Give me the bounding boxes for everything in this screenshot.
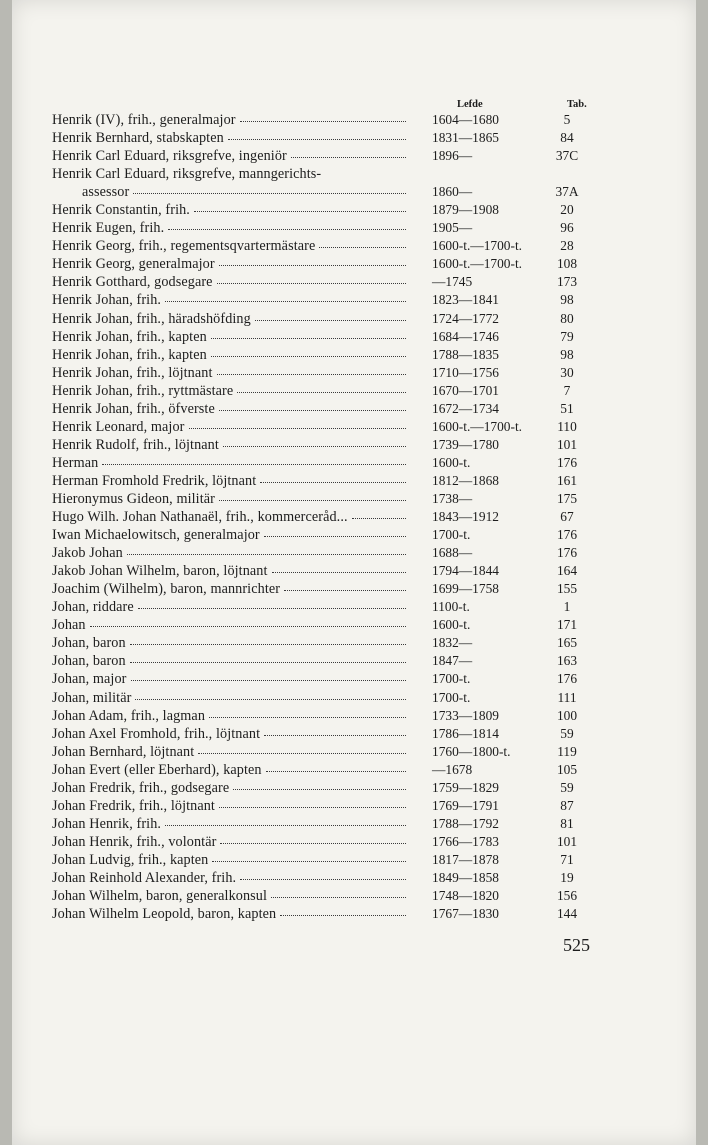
index-entry-row xyxy=(52,472,612,490)
entry-years: 1699—1758 xyxy=(432,581,499,597)
index-entry-row xyxy=(52,887,612,905)
index-entry-row xyxy=(52,490,612,508)
index-entry-row xyxy=(52,851,612,869)
index-entry-row xyxy=(52,526,612,544)
entry-tab: 119 xyxy=(557,743,577,759)
index-entry-row xyxy=(52,111,612,129)
entry-years: 1700-t. xyxy=(432,671,471,687)
index-entry-row xyxy=(52,761,612,779)
entry-tab: 171 xyxy=(556,617,578,633)
entry-tab: 173 xyxy=(556,274,578,290)
entry-name: Joachim (Wilhelm), baron, mannrichter xyxy=(52,581,281,598)
dot-leader xyxy=(272,561,406,573)
dot-leader xyxy=(237,381,406,393)
entry-tab: 79 xyxy=(560,328,574,344)
index-entry-row xyxy=(52,634,612,652)
index-entry-row xyxy=(52,707,612,725)
entry-name-wrap xyxy=(52,725,412,743)
entry-years: 1905— xyxy=(432,220,473,236)
entry-name-wrap xyxy=(52,436,412,454)
dot-leader xyxy=(165,814,406,826)
dot-leader xyxy=(217,363,406,375)
index-entry-row xyxy=(52,237,612,255)
entry-name-wrap xyxy=(52,400,412,418)
dot-leader xyxy=(198,742,406,754)
entry-name-wrap xyxy=(52,743,412,761)
dot-leader xyxy=(233,778,406,790)
dot-leader xyxy=(165,290,406,302)
index-entry-row xyxy=(52,436,612,454)
entry-years: 1766—1783 xyxy=(432,833,499,849)
entry-years: 1684—1746 xyxy=(432,328,499,344)
index-entry-row xyxy=(52,418,612,436)
entry-years: 1688— xyxy=(432,545,473,561)
entry-name: Johan Evert (eller Eberhard), kapten xyxy=(52,761,262,778)
index-entry-row xyxy=(52,652,612,670)
entry-name: Henrik Georg, frih., regementsqvartermästare xyxy=(52,238,316,255)
entry-tab: 100 xyxy=(556,707,578,723)
book-page xyxy=(12,0,696,1145)
entry-years: 1812—1868 xyxy=(432,472,499,488)
entry-years: 1843—1912 xyxy=(432,509,499,525)
entry-years: 1767—1830 xyxy=(432,906,499,922)
entry-name: assessor xyxy=(82,184,130,201)
entry-name-wrap xyxy=(52,111,412,129)
entry-name: Johan Henrik, frih. xyxy=(52,815,162,832)
entry-tab: 20 xyxy=(560,202,574,218)
index-entry-row xyxy=(52,454,612,472)
entry-tab: 37A xyxy=(555,184,579,200)
index-entry-row xyxy=(52,779,612,797)
dot-leader xyxy=(255,309,406,321)
entry-tab: 176 xyxy=(556,527,578,543)
index-entries xyxy=(52,111,612,923)
entry-tab: 176 xyxy=(556,545,578,561)
entry-tab: 67 xyxy=(560,509,574,525)
index-entry-row xyxy=(52,129,612,147)
entry-name-wrap xyxy=(52,273,412,291)
entry-name-wrap xyxy=(52,255,412,273)
entry-tab: 19 xyxy=(560,869,574,885)
entry-tab: 7 xyxy=(563,382,571,398)
entry-name-wrap xyxy=(52,689,412,707)
entry-name-wrap xyxy=(52,797,412,815)
dot-leader xyxy=(284,579,406,591)
entry-name-wrap xyxy=(52,761,412,779)
entry-name: Henrik Johan, frih., öfverste xyxy=(52,400,215,417)
dot-leader xyxy=(211,327,406,339)
entry-tab: 98 xyxy=(560,346,574,362)
entry-years: 1847— xyxy=(432,653,473,669)
entry-tab: 51 xyxy=(560,400,574,416)
entry-years: 1832— xyxy=(432,635,473,651)
entry-name-wrap xyxy=(52,598,412,616)
dot-leader xyxy=(219,399,406,411)
entry-years: 1100-t. xyxy=(432,599,470,615)
index-entry-row xyxy=(52,833,612,851)
entry-name-wrap xyxy=(52,364,412,382)
entry-name: Hugo Wilh. Johan Nathanaël, frih., kommerceråd... xyxy=(52,509,348,526)
entry-tab: 30 xyxy=(560,364,574,380)
column-header-lefde: Lefde xyxy=(457,99,483,110)
entry-name-wrap xyxy=(52,869,412,887)
dot-leader xyxy=(102,453,406,465)
entry-name: Henrik (IV), frih., generalmajor xyxy=(52,112,236,128)
entry-years: 1849—1858 xyxy=(432,869,499,885)
entry-name: Hieronymus Gideon, militär xyxy=(52,490,215,507)
dot-leader xyxy=(217,272,406,284)
dot-leader xyxy=(223,435,406,447)
entry-name-wrap xyxy=(52,490,412,508)
entry-years: 1759—1829 xyxy=(432,779,499,795)
index-entry-row xyxy=(52,544,612,562)
entry-name: Johan Fredrik, frih., löjtnant xyxy=(52,797,215,814)
entry-years: 1794—1844 xyxy=(432,563,499,579)
entry-tab: 81 xyxy=(560,815,574,831)
dot-leader xyxy=(266,760,406,772)
entry-name: Henrik Johan, frih., kapten xyxy=(52,328,207,345)
entry-name: Johan Adam, frih., lagman xyxy=(52,707,206,724)
entry-name-wrap xyxy=(52,201,412,219)
entry-name-wrap xyxy=(52,454,412,472)
entry-tab: 155 xyxy=(556,581,578,597)
dot-leader xyxy=(189,417,407,429)
entry-years: 1710—1756 xyxy=(432,364,499,380)
entry-name-wrap xyxy=(52,328,412,346)
entry-name-wrap xyxy=(52,851,412,869)
index-entry-row xyxy=(52,580,612,598)
entry-name-wrap xyxy=(52,346,412,364)
index-entry-row xyxy=(52,508,612,526)
index-entry-row xyxy=(52,689,612,707)
entry-name-wrap xyxy=(52,147,412,165)
entry-name: Henrik Georg, generalmajor xyxy=(52,256,215,273)
entry-tab: 165 xyxy=(556,635,578,651)
entry-tab: 5 xyxy=(563,112,571,127)
dot-leader xyxy=(212,850,406,862)
entry-name: Henrik Carl Eduard, riksgrefve, ingeniör xyxy=(52,148,287,165)
entry-name: Henrik Eugen, frih. xyxy=(52,220,165,237)
entry-name: Johan, baron xyxy=(52,653,126,670)
entry-tab: 164 xyxy=(556,563,578,579)
entry-name: Johan Axel Fromhold, frih., löjtnant xyxy=(52,725,261,742)
entry-tab: 108 xyxy=(556,256,578,272)
entry-name: Herman xyxy=(52,454,99,471)
dot-leader xyxy=(219,489,406,501)
entry-name-wrap xyxy=(52,833,412,851)
entry-years: 1733—1809 xyxy=(432,707,499,723)
dot-leader xyxy=(264,724,406,736)
dot-leader xyxy=(228,128,406,140)
entry-tab: 110 xyxy=(557,418,577,434)
entry-name: Henrik Johan, frih. xyxy=(52,292,162,309)
entry-name: Johan Reinhold Alexander, frih. xyxy=(52,869,237,886)
entry-years: 1738— xyxy=(432,490,473,506)
entry-years: —1678 xyxy=(432,761,473,777)
dot-leader xyxy=(90,615,406,627)
entry-name-wrap xyxy=(52,580,412,598)
entry-name-wrap xyxy=(52,237,412,255)
index-entry-row xyxy=(52,725,612,743)
entry-name: Johan Ludvig, frih., kapten xyxy=(52,851,209,868)
entry-tab: 101 xyxy=(556,833,578,849)
entry-name: Henrik Gotthard, godsegare xyxy=(52,274,213,291)
entry-name-wrap xyxy=(52,887,412,905)
entry-tab: 98 xyxy=(560,292,574,308)
dot-leader xyxy=(352,507,406,519)
entry-years: 1700-t. xyxy=(432,689,471,705)
entry-name: Henrik Bernhard, stabskapten xyxy=(52,130,224,147)
dot-leader xyxy=(271,886,406,898)
entry-years: 1748—1820 xyxy=(432,888,499,904)
index-entry-row xyxy=(52,743,612,761)
entry-name: Henrik Carl Eduard, riksgrefve, manngerichts- xyxy=(52,166,322,183)
entry-name: Johan, baron xyxy=(52,635,126,652)
entry-years: 1739—1780 xyxy=(432,436,499,452)
index-entry-row xyxy=(52,364,612,382)
entry-years: 1817—1878 xyxy=(432,851,499,867)
dot-leader xyxy=(135,688,406,700)
dot-leader xyxy=(209,706,406,718)
entry-name-wrap xyxy=(52,291,412,309)
entry-name-wrap xyxy=(52,815,412,833)
entry-name-wrap xyxy=(52,472,412,490)
index-entry-row xyxy=(52,310,612,328)
entry-name-wrap xyxy=(52,544,412,562)
entry-tab: 161 xyxy=(556,472,578,488)
entry-name-wrap xyxy=(52,905,412,923)
entry-tab: 176 xyxy=(556,671,578,687)
entry-name: Henrik Johan, frih., löjtnant xyxy=(52,364,213,381)
entry-tab: 28 xyxy=(560,238,574,254)
entry-name: Johan Wilhelm Leopold, baron, kapten xyxy=(52,906,277,923)
entry-name: Henrik Johan, frih., ryttmästare xyxy=(52,382,234,399)
entry-years: 1896— xyxy=(432,148,473,164)
entry-years: 1670—1701 xyxy=(432,382,499,398)
dot-leader xyxy=(260,471,406,483)
entry-years: 1724—1772 xyxy=(432,310,499,326)
entry-name-wrap xyxy=(52,616,412,634)
entry-years: 1879—1908 xyxy=(432,202,499,218)
entry-years: 1600-t.—1700-t. xyxy=(432,418,523,434)
entry-years: 1788—1835 xyxy=(432,346,499,362)
entry-name-wrap xyxy=(52,219,412,237)
index-entry-row xyxy=(52,201,612,219)
index-entry-row xyxy=(52,346,612,364)
dot-leader xyxy=(133,182,406,194)
index-entry-row xyxy=(52,165,612,183)
entry-tab: 163 xyxy=(556,653,578,669)
dot-leader xyxy=(130,651,406,663)
entry-name: Johan Fredrik, frih., godsegare xyxy=(52,779,230,796)
dot-leader xyxy=(240,868,406,880)
entry-name: Herman Fromhold Fredrik, löjtnant xyxy=(52,472,257,489)
index-entry-row xyxy=(52,273,612,291)
entry-years: 1600-t.—1700-t. xyxy=(432,256,523,272)
dot-leader xyxy=(280,904,406,916)
entry-name: Johan Wilhelm, baron, generalkonsul xyxy=(52,888,268,905)
index-entry-row xyxy=(52,147,612,165)
entry-years: 1786—1814 xyxy=(432,725,499,741)
entry-tab: 59 xyxy=(560,779,574,795)
entry-name-wrap xyxy=(52,129,412,147)
entry-tab: 111 xyxy=(557,689,577,705)
dot-leader xyxy=(291,146,406,158)
entry-name: Johan xyxy=(52,617,86,634)
index-entry-row xyxy=(52,670,612,688)
entry-name: Johan, riddare xyxy=(52,599,134,616)
dot-leader xyxy=(220,832,406,844)
entry-name-wrap xyxy=(52,382,412,400)
dot-leader xyxy=(264,525,406,537)
entry-tab: 59 xyxy=(560,725,574,741)
dot-leader xyxy=(219,254,406,266)
entry-name-wrap xyxy=(52,526,412,544)
entry-name: Iwan Michaelowitsch, generalmajor xyxy=(52,527,260,544)
entry-tab: 87 xyxy=(560,797,574,813)
index-entry-row xyxy=(52,382,612,400)
entry-name-wrap xyxy=(52,652,412,670)
dot-leader xyxy=(240,110,406,122)
entry-years: 1700-t. xyxy=(432,527,471,543)
index-entry-row xyxy=(52,183,612,201)
entry-name-wrap xyxy=(52,634,412,652)
entry-years: 1604—1680 xyxy=(432,112,499,127)
entry-name: Henrik Constantin, frih. xyxy=(52,202,190,219)
page-number: 525 xyxy=(563,935,590,955)
dot-leader xyxy=(211,345,406,357)
entry-tab: 101 xyxy=(556,436,578,452)
entry-name-wrap xyxy=(52,508,412,526)
entry-name-wrap xyxy=(82,183,412,201)
entry-name: Jakob Johan xyxy=(52,545,123,562)
dot-leader xyxy=(325,165,406,176)
entry-name-wrap xyxy=(52,707,412,725)
entry-name: Henrik Johan, frih., häradshöfding xyxy=(52,310,251,327)
column-header-tab: Tab. xyxy=(567,99,587,110)
dot-leader xyxy=(130,633,406,645)
dot-leader xyxy=(219,796,406,808)
entry-name-wrap xyxy=(52,418,412,436)
entry-tab: 105 xyxy=(556,761,578,777)
index-entry-row xyxy=(52,598,612,616)
index-entry-row xyxy=(52,400,612,418)
index-entry-row xyxy=(52,616,612,634)
entry-tab: 71 xyxy=(560,851,574,867)
entry-name: Henrik Johan, frih., kapten xyxy=(52,346,207,363)
entry-name: Henrik Rudolf, frih., löjtnant xyxy=(52,436,219,453)
entry-years: 1860— xyxy=(432,184,473,200)
index-entry-row xyxy=(52,562,612,580)
dot-leader xyxy=(131,669,407,681)
entry-name: Johan Bernhard, löjtnant xyxy=(52,743,195,760)
dot-leader xyxy=(127,543,406,555)
entry-name-wrap xyxy=(52,670,412,688)
index-entry-row xyxy=(52,815,612,833)
dot-leader xyxy=(194,200,406,212)
index-entry-row xyxy=(52,797,612,815)
entry-tab: 96 xyxy=(560,220,574,236)
entry-tab: 176 xyxy=(556,454,578,470)
index-entry-row xyxy=(52,219,612,237)
index-entry-row xyxy=(52,255,612,273)
index-entry-row xyxy=(52,291,612,309)
entry-tab: 84 xyxy=(560,130,574,146)
entry-name: Johan, militär xyxy=(52,689,132,706)
dot-leader xyxy=(138,597,406,609)
entry-years: 1672—1734 xyxy=(432,400,499,416)
entry-tab: 156 xyxy=(556,888,578,904)
entry-years: 1600-t. xyxy=(432,454,471,470)
index-entry-row xyxy=(52,869,612,887)
entry-years: 1823—1841 xyxy=(432,292,499,308)
entry-tab: 80 xyxy=(560,310,574,326)
dot-leader xyxy=(168,218,406,230)
entry-name-wrap xyxy=(52,165,412,183)
entry-years: 1788—1792 xyxy=(432,815,499,831)
entry-tab: 37C xyxy=(555,148,579,164)
entry-years: 1600-t.—1700-t. xyxy=(432,238,523,254)
entry-years: 1600-t. xyxy=(432,617,471,633)
entry-tab: 1 xyxy=(563,599,571,615)
dot-leader xyxy=(319,236,406,248)
entry-years: 1769—1791 xyxy=(432,797,499,813)
entry-tab: 144 xyxy=(556,906,578,922)
entry-name-wrap xyxy=(52,310,412,328)
entry-years: —1745 xyxy=(432,274,473,290)
entry-name: Johan, major xyxy=(52,671,127,688)
entry-tab: 175 xyxy=(556,490,578,506)
entry-name-wrap xyxy=(52,779,412,797)
entry-name: Henrik Leonard, major xyxy=(52,418,185,435)
index-entry-row xyxy=(52,905,612,923)
entry-name: Jakob Johan Wilhelm, baron, löjtnant xyxy=(52,563,268,580)
entry-name-wrap xyxy=(52,562,412,580)
entry-years: 1831—1865 xyxy=(432,130,499,146)
index-entry-row xyxy=(52,328,612,346)
entry-years: 1760—1800-t. xyxy=(432,743,511,759)
entry-name: Johan Henrik, frih., volontär xyxy=(52,833,217,850)
